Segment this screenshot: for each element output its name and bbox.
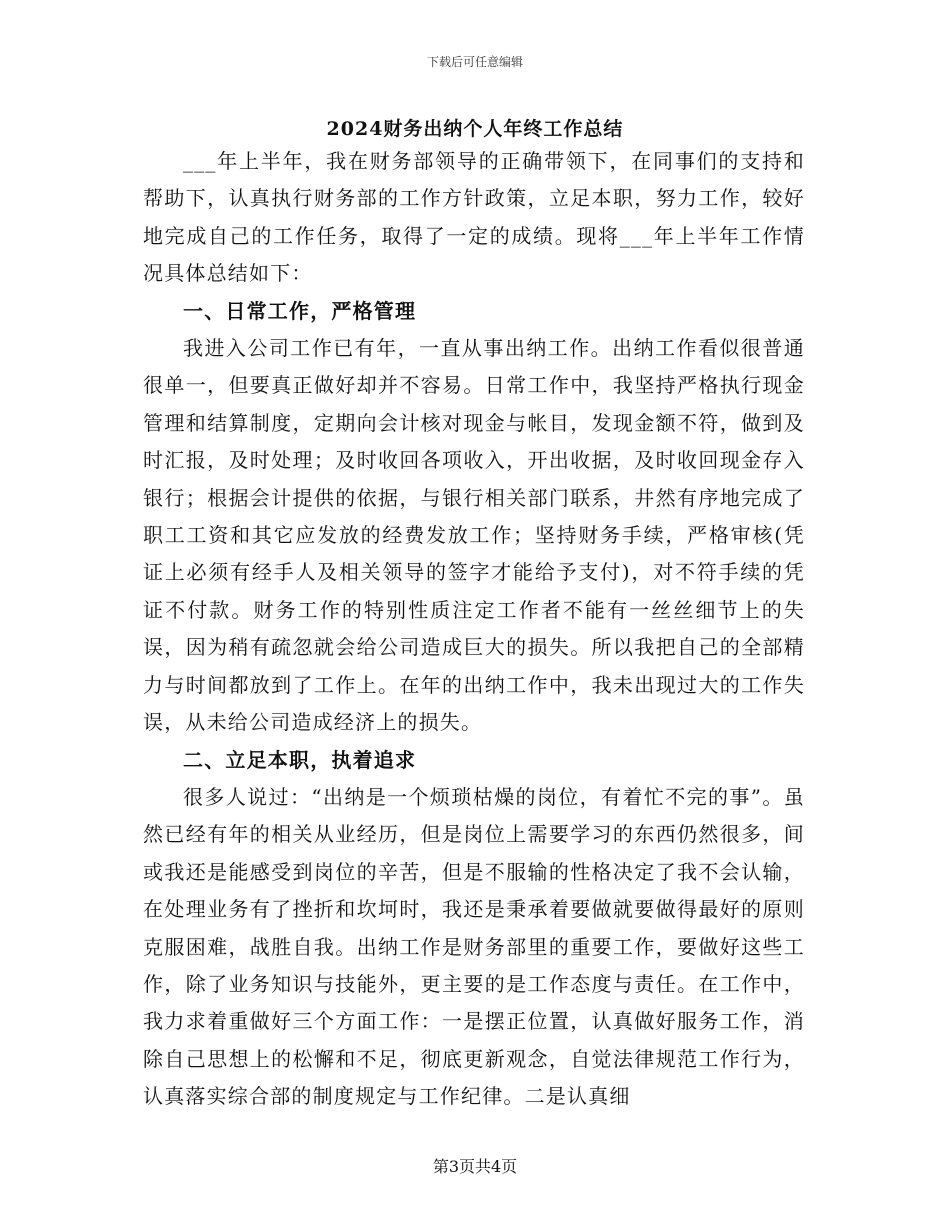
section-1-paragraph: 我进入公司工作已有年，一直从事出纳工作。出纳工作看似很普通很单一，但要真正做好却并不容易。日常工作中，我坚持严格执行现金管理和结算制度，定期向会计核对现金与帐目，发现金额不符，做到及时汇报，及时处理；及时收回各项收入，开出收据，及时收回现金存入银行；根据会计提供的依据，与银行相关部门联系，井然有序地完成了职工工资和其它应发放的经费发放工作；坚持财务手续，严格审核(凭证上必须有经手人及相关领导的签字才能给予支付)，对不符手续的凭证不付款。财务工作的特别性质注定工作者不能有一丝丝细节上的失误，因为稍有疏忽就会给公司造成巨大的损失。所以我把自己的全部精力与时间都放到了工作上。在年的出纳工作中，我未出现过大的工作失误，从未给公司造成经济上的损失。: [143, 336, 805, 735]
document-title: 2024财务出纳个人年终工作总结: [326, 118, 624, 140]
page-header-note: 下载后可任意编辑: [426, 55, 523, 69]
document-body: [143, 143, 805, 1116]
section-2-heading: 二、立足本职，执着追求: [183, 747, 417, 772]
page-number-footer: 第3页共4页: [432, 1157, 518, 1176]
section-2-paragraph: 很多人说过：“出纳是一个烦琐枯燥的岗位，有着忙不完的事”。虽然已经有年的相关从业经历，但是岗位上需要学习的东西仍然很多，间或我还是能感受到岗位的辛苦，但是不服输的性格决定了我不会认输，在处理业务有了挫折和坎坷时，我还是秉承着要做就要做得最好的原则克服困难，战胜自我。出纳工作是财务部里的重要工作，要做好这些工作，除了业务知识与技能外，更主要的是工作态度与责任。在工作中，我力求着重做好三个方面工作：一是摆正位置，认真做好服务工作，消除自己思想上的松懈和不足，彻底更新观念，自觉法律规范工作行为，认真落实综合部的制度规定与工作纪律。二是认真细: [143, 784, 805, 1109]
intro-paragraph: ___年上半年，我在财务部领导的正确带领下，在同事们的支持和帮助下，认真执行财务部的工作方针政策，立足本职，努力工作，较好地完成自己的工作任务，取得了一定的成绩。现将___年上半年工作情况具体总结如下：: [143, 149, 805, 286]
section-1-heading: 一、日常工作，严格管理: [183, 298, 417, 323]
